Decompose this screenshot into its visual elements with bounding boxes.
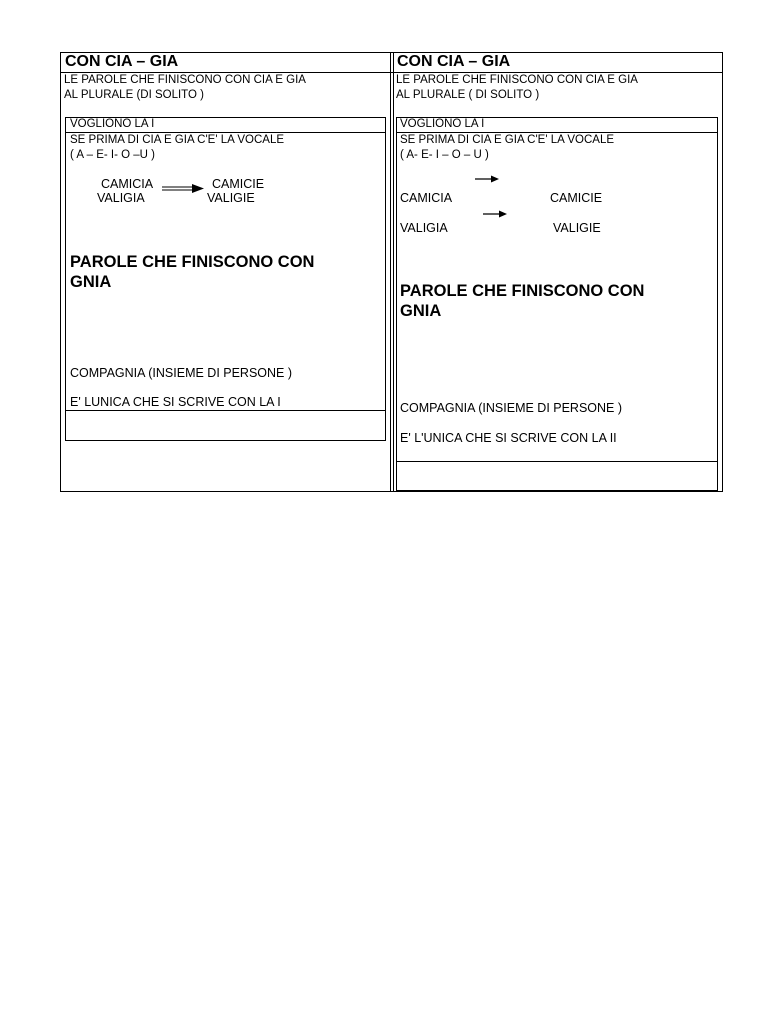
left-rule-box	[65, 117, 386, 441]
left-ex1-plural: CAMICIE	[212, 177, 265, 191]
left-rule-line1: SE PRIMA DI CIA E GIA C'E' LA VOCALE	[70, 134, 285, 146]
right-rule-line2: ( A- E- I – O – U )	[400, 149, 489, 161]
right-gnia-heading-line1: PAROLE CHE FINISCONO CON	[400, 282, 645, 300]
right-gnia-heading-line2: GNIA	[400, 302, 442, 320]
right-arrow-icon-1	[474, 174, 504, 186]
left-bottom-divider	[65, 410, 386, 411]
right-ex2-plural: VALIGIE	[553, 221, 601, 235]
right-intro-line1: LE PAROLE CHE FINISCONO CON CIA E GIA	[396, 74, 638, 86]
right-rule-line1: SE PRIMA DI CIA E GIA C'E' LA VOCALE	[400, 134, 615, 146]
left-ex2-singular: VALIGIA	[97, 191, 145, 205]
left-gnia-example: COMPAGNIA (INSIEME DI PERSONE )	[70, 366, 293, 380]
right-intro-line2: AL PLURALE ( DI SOLITO )	[396, 89, 540, 101]
right-arrow-icon-2	[482, 209, 512, 221]
left-ex1-singular: CAMICIA	[101, 177, 154, 191]
left-gnia-heading-line2: GNIA	[70, 273, 112, 291]
column-divider	[390, 52, 391, 492]
right-ex1-plural: CAMICIE	[550, 191, 603, 205]
right-rule-header: VOGLIONO LA I	[400, 118, 485, 130]
left-ex2-plural: VALIGIE	[207, 191, 255, 205]
left-gnia-note: E' LUNICA CHE SI SCRIVE CON LA I	[70, 395, 281, 409]
right-gnia-note: E' L'UNICA CHE SI SCRIVE CON LA II	[400, 431, 617, 445]
column-divider-inner	[393, 52, 394, 492]
right-gnia-example: COMPAGNIA (INSIEME DI PERSONE )	[400, 401, 623, 415]
right-bottom-divider	[396, 461, 718, 462]
left-arrow-icon	[160, 183, 210, 197]
right-title: CON CIA – GIA	[397, 53, 511, 70]
left-title: CON CIA – GIA	[65, 53, 179, 70]
left-rule-line2: ( A – E- I- O –U )	[70, 149, 155, 161]
left-gnia-heading-line1: PAROLE CHE FINISCONO CON	[70, 253, 315, 271]
right-ex1-singular: CAMICIA	[400, 191, 453, 205]
right-ex2-singular: VALIGIA	[400, 221, 448, 235]
left-rule-header: VOGLIONO LA I	[70, 118, 155, 130]
left-intro-line2: AL PLURALE (DI SOLITO )	[64, 89, 204, 101]
left-intro-line1: LE PAROLE CHE FINISCONO CON CIA E GIA	[64, 74, 306, 86]
